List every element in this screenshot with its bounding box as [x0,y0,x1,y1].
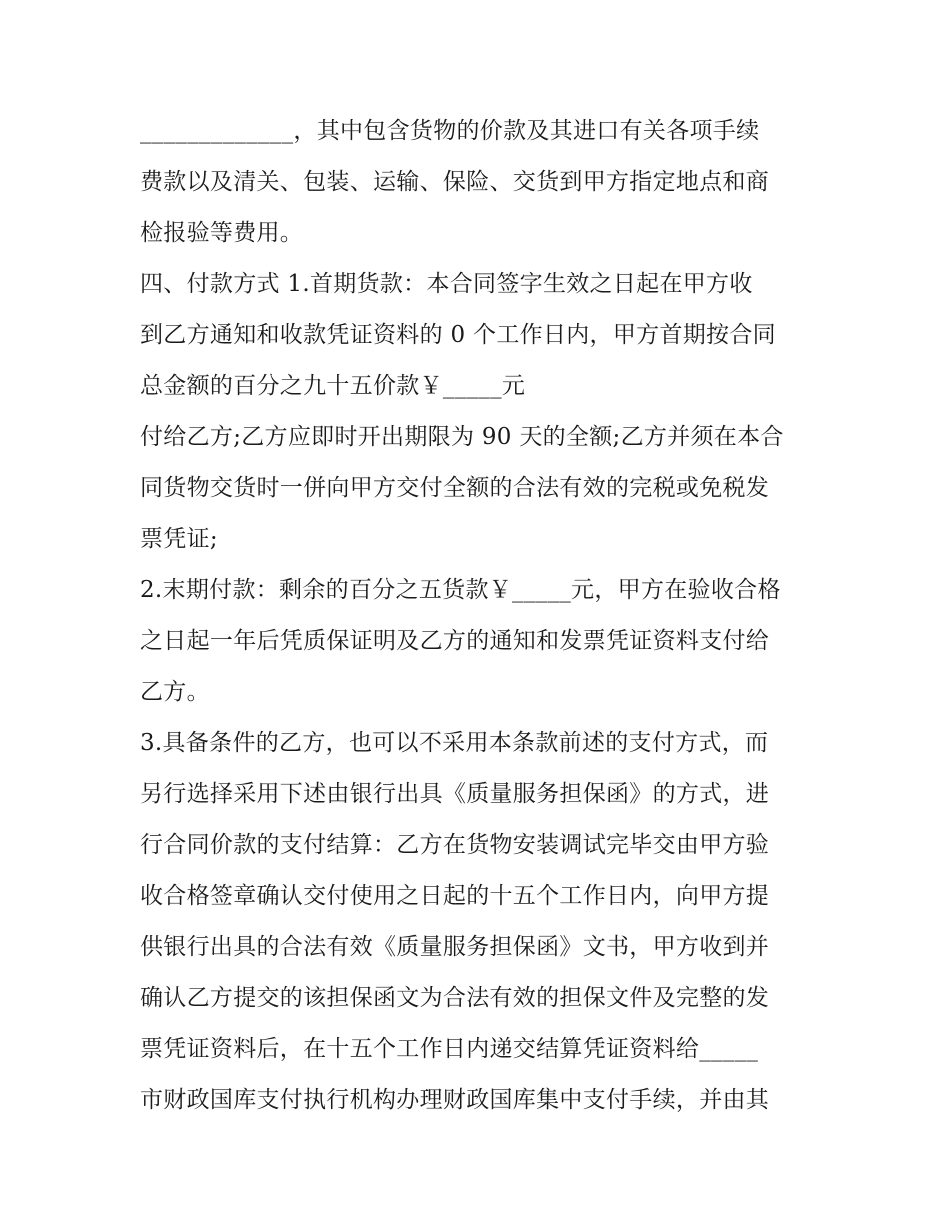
text-line: 费款以及清关、包装、运输、保险、交货到甲方指定地点和商 [140,169,770,195]
text-line: 乙方。 [140,679,210,705]
text-line: 票凭证资料后，在十五个工作日内递交结算凭证资料给_____ [140,1036,759,1062]
text-line: 供银行出具的合法有效《质量服务担保函》文书，甲方收到并 [140,934,770,960]
text-line: 总金额的百分之九十五价款￥_____元 [140,373,526,399]
document-body [140,106,820,1126]
text-line: 确认乙方提交的该担保函文为合法有效的担保文件及完整的发 [140,985,770,1011]
text-line: 另行选择采用下述由银行出具《质量服务担保函》的方式，进 [140,781,770,807]
text-line: 2.末期付款：剩余的百分之五货款￥_____元，甲方在验收合格 [140,577,781,603]
text-line: 收合格签章确认交付使用之日起的十五个工作日内，向甲方提 [140,883,770,909]
text-line: 市财政国库支付执行机构办理财政国库集中支付手续，并由其 [140,1087,770,1113]
text-line: 3.具备条件的乙方，也可以不采用本条款前述的支付方式，而 [140,730,769,756]
text-line: 行合同价款的支付结算：乙方在货物安装调试完毕交由甲方验 [140,832,770,858]
text-line: 付给乙方;乙方应即时开出期限为 90 天的全额;乙方并须在本合 [140,424,784,450]
text-line: 同货物交货时一併向甲方交付全额的合法有效的完税或免税发 [140,475,770,501]
text-line: 四、付款方式 1.首期货款：本合同签字生效之日起在甲方收 [140,271,753,297]
text-line: 之日起一年后凭质保证明及乙方的通知和发票凭证资料支付给 [140,628,770,654]
text-line: 到乙方通知和收款凭证资料的 0 个工作日内，甲方首期按合同 [140,322,776,348]
text-line: _____________，其中包含货物的价款及其进口有关各项手续 [140,118,760,144]
text-line: 检报验等费用。 [140,220,304,246]
text-line: 票凭证; [140,526,218,552]
